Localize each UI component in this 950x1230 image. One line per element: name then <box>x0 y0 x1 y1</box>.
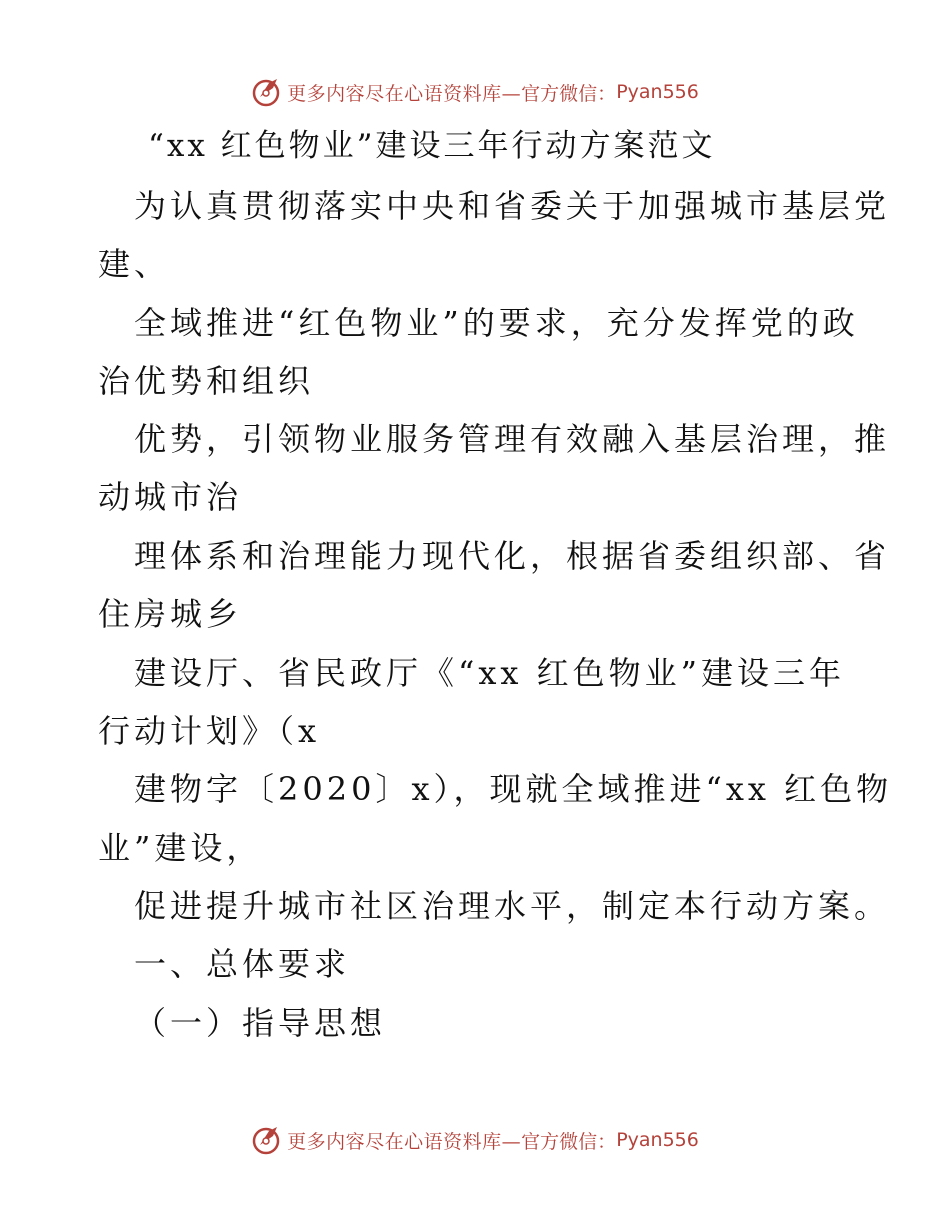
text-line: 治优势和组织 <box>98 362 315 400</box>
text-line: 促进提升城市社区治理水平，制定本行动方案。 <box>134 887 891 925</box>
banner-wechat-id: Pyan556 <box>616 81 699 103</box>
text-line: 理体系和治理能力现代化，根据省委组织部、省 <box>134 537 891 575</box>
section-heading: 一、总体要求 <box>134 945 351 983</box>
text-line: 业”建设， <box>98 829 263 867</box>
footer-banner <box>0 1120 950 1160</box>
text-line: 建设厅、省民政厅《“xx 红色物业”建设三年 <box>134 654 845 692</box>
banner-wechat-label: 官方微信： <box>521 82 617 105</box>
text-line: 优势，引领物业服务管理有效融入基层治理，推 <box>134 420 891 458</box>
text-line: 行动计划》（x <box>98 712 321 750</box>
document-title: “xx 红色物业”建设三年行动方案范文 <box>148 128 716 164</box>
banner-wechat-id: Pyan556 <box>616 1129 699 1151</box>
text-line: 建、 <box>98 245 171 283</box>
header-banner <box>0 72 950 112</box>
banner-wechat-label: 官方微信： <box>521 1130 617 1153</box>
banner-text: 更多内容尽在心语资料库— <box>287 1130 522 1153</box>
subsection-heading: （一）指导思想 <box>134 1004 387 1042</box>
text-line: 住房城乡 <box>98 595 243 633</box>
text-line: 动城市治 <box>98 478 243 516</box>
text-line: 全域推进“红色物业”的要求，充分发挥党的政 <box>134 304 859 342</box>
banner-text: 更多内容尽在心语资料库— <box>287 82 522 105</box>
logo-icon <box>251 75 285 109</box>
text-line: 建物字〔2020〕x），现就全域推进“xx 红色物 <box>134 770 893 808</box>
logo-icon <box>251 1123 285 1157</box>
text-line: 为认真贯彻落实中央和省委关于加强城市基层党 <box>134 187 891 225</box>
